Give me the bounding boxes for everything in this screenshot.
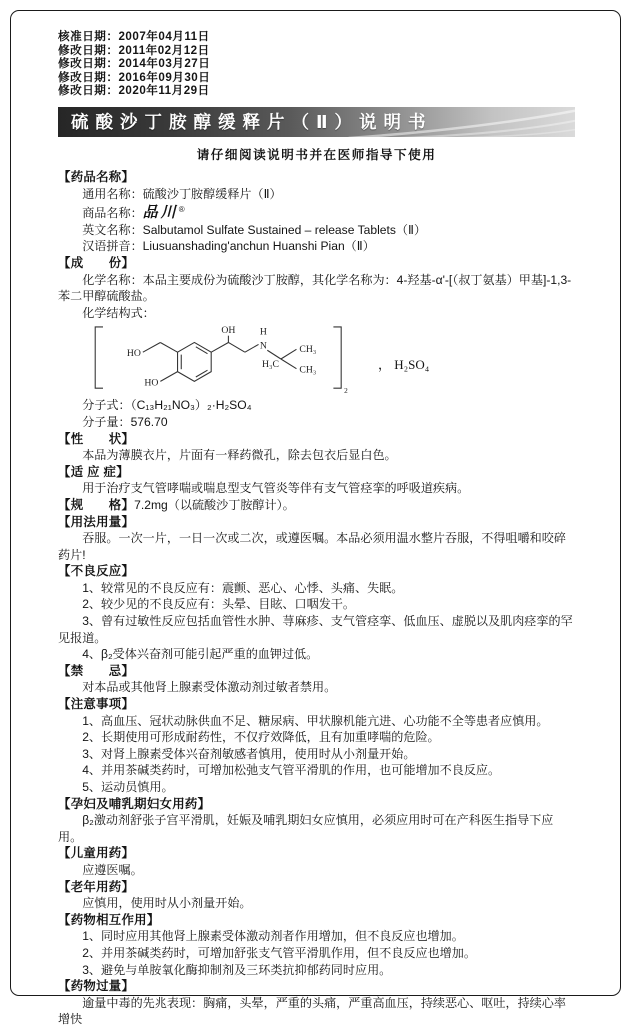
chemical-structure-figure (82, 324, 575, 394)
hydroxyl-chain-label: OH (221, 325, 236, 337)
date-label: 修改日期： (58, 57, 119, 71)
adverse-item: 3、曾有过敏性反应包括血管性水肿、荨麻疹、支气管痉挛、低血压、虚脱以及肌肉痉挛的罕见报道。 (58, 614, 573, 645)
adverse-item: 4、β₂受体兴奋剂可能引起严重的血钾过低。 (82, 647, 319, 662)
revision-date-row (58, 71, 575, 85)
nh-hydrogen-label: H (259, 327, 267, 339)
section-drug-name-heading: 【药品名称】 (58, 169, 135, 184)
generic-name: 通用名称：硫酸沙丁胺醇缓释片（Ⅱ） (82, 186, 282, 201)
section-geriatric-heading: 【老年用药】 (58, 879, 135, 894)
overdose-text: 逾量中毒的先兆表现：胸痛，头晕，严重的头痛，严重高血压，持续恶心、呕吐，持续心率增快 (58, 995, 566, 1027)
section-interactions-heading: 【药物相互作用】 (58, 912, 160, 927)
revision-date-row (58, 44, 575, 58)
date-value: 2007年04月11日 (118, 30, 210, 43)
precaution-item: 1、高血压、冠状动脉供血不足、糖尿病、甲状腺机能亢进、心功能不全等患者应慎用。 (82, 713, 549, 728)
section-composition-heading: 【成 份】 (58, 255, 135, 270)
section-strength-line (58, 497, 575, 514)
page-border (10, 10, 621, 1027)
section-precautions-heading: 【注意事项】 (58, 697, 135, 712)
brand-name-line (58, 202, 575, 222)
bracket-subscript: 2 (344, 387, 348, 396)
hydroxyl-bottom-label: HO (144, 377, 159, 389)
sulfate-suffix: ， H₂SO₄ (378, 357, 430, 373)
dosage-text: 吞服。一次一片，一日一次或二次，或遵医嘱。本品必须用温水整片吞服，不得咀嚼和咬碎药片! (58, 531, 566, 562)
approval-date-row (58, 30, 575, 44)
date-label: 修改日期： (58, 70, 119, 84)
date-label: 修改日期： (58, 84, 119, 98)
read-instructions-notice: 请仔细阅读说明书并在医师指导下使用 (196, 147, 437, 162)
registered-trademark-mark: ® (178, 205, 185, 215)
pediatric-text: 应遵医嘱。 (82, 862, 143, 877)
section-pregnancy-heading: 【孕妇及哺乳期妇女用药】 (58, 796, 211, 811)
structure-label: 化学结构式： (82, 305, 155, 320)
geriatric-text: 应慎用，使用时从小剂量开始。 (82, 896, 252, 911)
leaflet-body (58, 169, 575, 1028)
date-value: 2016年09月30日 (118, 70, 211, 84)
precaution-item: 4、并用茶碱类药时，可增加松弛支气管平滑肌的作用，也可能增加不良反应。 (82, 763, 501, 778)
date-label: 核准日期： (58, 30, 119, 43)
title-banner (58, 107, 575, 137)
hydroxyl-top-label: HO (126, 348, 141, 360)
date-label: 修改日期： (58, 43, 119, 57)
english-name: 英文名称：Salbutamol Sulfate Sustained – release Tablets（Ⅱ） (82, 222, 427, 237)
methyl-top-label: CH₃ (299, 344, 317, 356)
methyl-bottom-label: CH₃ (299, 364, 317, 376)
chemical-name: 化学名称：本品主要成份为硫酸沙丁胺醇，其化学名称为：4-羟基-α'-[（叔丁氨基）甲基]-1,3-苯二甲醇硫酸盐。 (58, 272, 572, 304)
interaction-item: 1、同时应用其他肾上腺素受体激动剂者作用增加，但不良反应也增加。 (82, 929, 464, 944)
date-value: 2020年11月29日 (118, 84, 210, 98)
date-value: 2011年02月12日 (118, 43, 210, 57)
precaution-item: 2、长期使用可形成耐药性，不仅疗效降低，且有加重哮喘的危险。 (82, 730, 440, 745)
adverse-item: 2、较少见的不良反应有：头晕、目眩、口咽发干。 (82, 597, 355, 612)
molecular-weight: 分子量：576.70 (82, 414, 168, 429)
interaction-item: 3、避免与单胺氧化酶抑制剂及三环类抗抑郁药同时应用。 (82, 962, 392, 977)
precaution-item: 5、运动员慎用。 (82, 780, 174, 794)
brand-logo: 品川 (142, 205, 179, 222)
brand-name-label: 商品名称： (82, 206, 143, 221)
contraindications-text: 对本品或其他肾上腺素受体激动剂过敏者禁用。 (82, 680, 337, 695)
section-adverse-heading: 【不良反应】 (58, 564, 135, 579)
chemical-structure-diagram (82, 324, 368, 394)
section-dosage-heading: 【用法用量】 (58, 514, 135, 529)
section-description-heading: 【性 状】 (58, 431, 135, 446)
adverse-item: 1、较常见的不良反应有：震颤、恶心、心悸、头痛、失眠。 (82, 580, 404, 595)
section-contraindications-heading: 【禁 忌】 (58, 663, 135, 678)
strength-value: 7.2mg（以硫酸沙丁胺醇计）。 (134, 497, 295, 512)
precaution-item: 3、对肾上腺素受体兴奋剂敏感者慎用，使用时从小剂量开始。 (82, 746, 416, 761)
pinyin-name: 汉语拼音：Liusuanshading'anchun Huanshi Pian（Ⅱ） (82, 239, 375, 254)
molecular-formula: 分子式：（C₁₃H₂₁NO₃）₂·H₂SO₄ (82, 398, 252, 413)
section-overdose-heading: 【药物过量】 (58, 979, 135, 994)
section-indications-heading: 【适 应 症】 (58, 464, 129, 479)
nitrogen-label: N (259, 340, 267, 352)
indications-text: 用于治疗支气管哮喘或喘息型支气管炎等伴有支气管痉挛的呼吸道疾病。 (82, 481, 470, 496)
revision-date-row (58, 84, 575, 98)
description-text: 本品为薄膜衣片，片面有一释药微孔，除去包衣后显白色。 (82, 448, 397, 463)
approval-dates (58, 30, 575, 98)
methyl-left-label: H₃C (262, 359, 279, 371)
date-value: 2014年03月27日 (118, 57, 211, 71)
revision-date-row (58, 57, 575, 71)
pregnancy-text: β₂激动剂舒张子宫平滑肌，妊娠及哺乳期妇女应慎用，必须应用时可在产科医生指导下应用。 (58, 813, 554, 844)
section-pediatric-heading: 【儿童用药】 (58, 846, 135, 861)
section-strength-heading: 【规 格】 (58, 497, 135, 512)
interaction-item: 2、并用茶碱类药时，可增加舒张支气管平滑肌作用，但不良反应也增加。 (82, 945, 476, 960)
page-title: 硫酸沙丁胺醇缓释片（Ⅱ）说明书 (71, 112, 433, 133)
